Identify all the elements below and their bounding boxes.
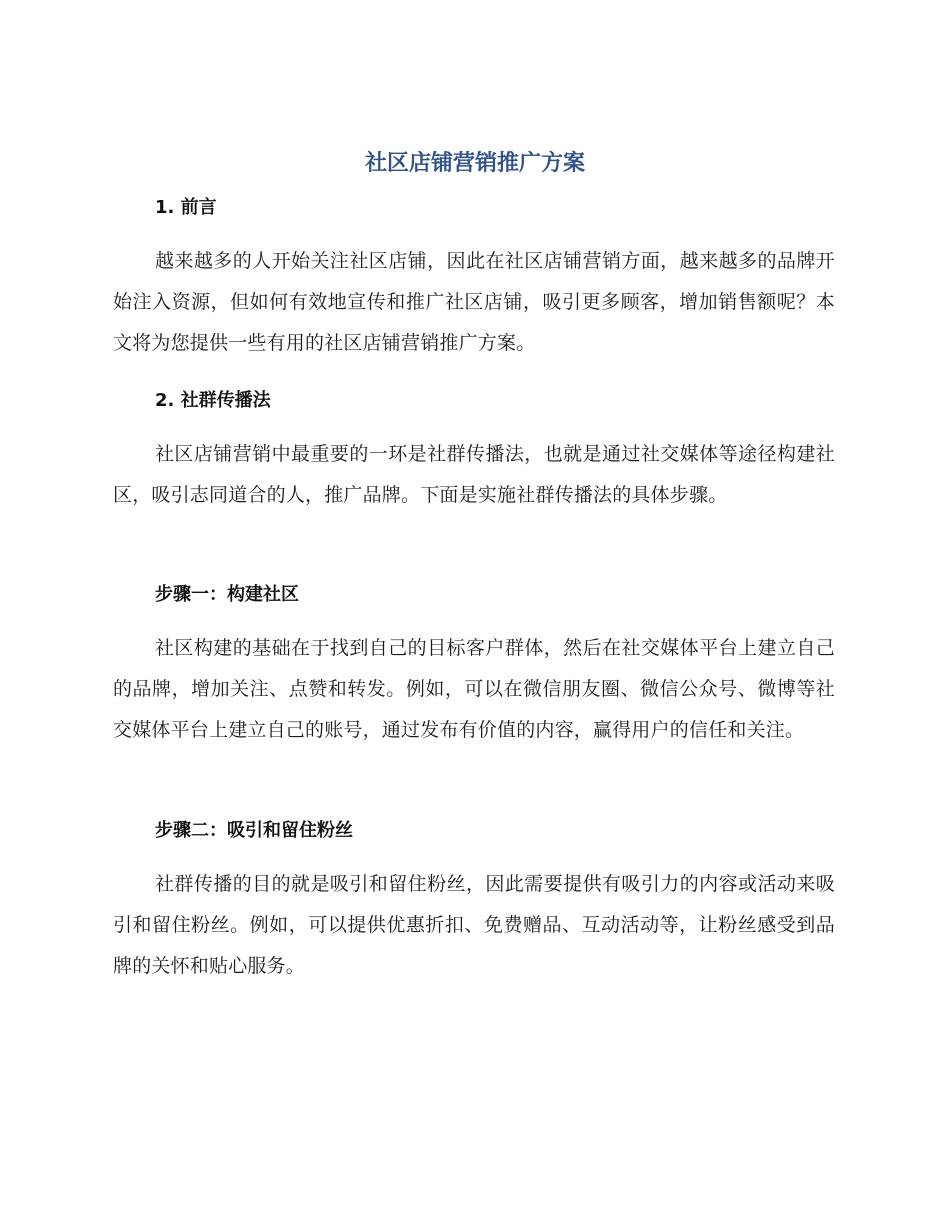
section-paragraph-preface: 越来越多的人开始关注社区店铺，因此在社区店铺营销方面，越来越多的品牌开始注入资源，但如何有效地宣传和推广社区店铺，吸引更多顾客，增加销售额呢？本文将为您提供一些有用的社区店铺营销推广方案。 xyxy=(113,250,835,354)
section-paragraph-step-two: 社群传播的目的就是吸引和留住粉丝，因此需要提供有吸引力的内容或活动来吸引和留住粉丝。例如，可以提供优惠折扣、免费赠品、互动活动等，让粉丝感受到品牌的关怀和贴心服务。 xyxy=(113,873,835,977)
section-paragraph-step-one: 社区构建的基础在于找到自己的目标客户群体，然后在社交媒体平台上建立自己的品牌，增加关注、点赞和转发。例如，可以在微信朋友圈、微信公众号、微博等社交媒体平台上建立自己的账号，通过发布有价值的内容，赢得用户的信任和关注。 xyxy=(113,637,835,741)
document-title: 社区店铺营销推广方案 xyxy=(364,151,585,176)
section-heading-community-method: 2. 社群传播法 xyxy=(155,390,271,411)
section-heading-step-one: 步骤一：构建社区 xyxy=(155,584,299,605)
section-paragraph-community-method: 社区店铺营销中最重要的一环是社群传播法，也就是通过社交媒体等途径构建社区，吸引志同道合的人，推广品牌。下面是实施社群传播法的具体步骤。 xyxy=(113,443,835,506)
section-heading-step-two: 步骤二：吸引和留住粉丝 xyxy=(155,820,353,841)
section-heading-preface: 1. 前言 xyxy=(155,197,217,218)
